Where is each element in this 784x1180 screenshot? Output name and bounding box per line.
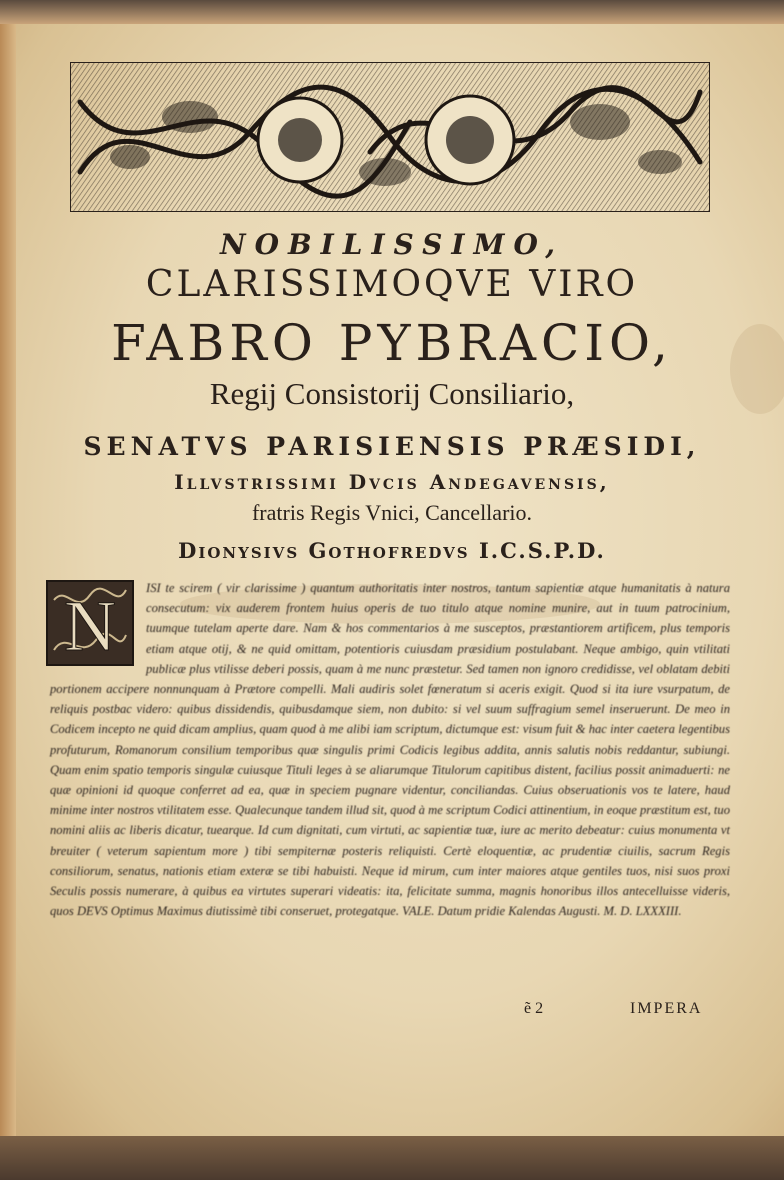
dedication-line-clarissimoque: CLARISSIMOQVE VIRO	[145, 264, 639, 305]
dedication-duke-line: Illvstrissimi Dvcis Andegavensis,	[174, 470, 610, 494]
dedication-body-text: ISI te scirem ( vir clarissime ) quantum authoritatis inter nostros, tantum sapientiæ atque humanitatis à natura consecutum: vix auderem frontem huius operis de tuo titulo atque nomine munire, aut in tuum patrocinium, tuumque tutelam aperte dare. Nam & hos commentarios à me susceptos, præstantiorem artificem, plus temporis etiam atque otij, & ne quid omittam, potentioris cuiusdam præsidium postulabant. Neque ambigo, quin vtilitati publicæ plus vtilisse deberi possis, quam à me nunc præstetur. Sed tamen non ignoro credidisse, vel oblatam debiti portionem accipere nonnunquam à Prætore compelli. Mali audiris solet fœneratum si aceris exigit. Quod si ita iure vsurpatum, de reliquis postbac videro: quibus dissidendis, quibusdamque siem, non dubito: si vel suum suffragium semel inseruerunt. De meo in Codicem incepto ne quid dicam amplius, quam quod à me alibi iam scriptum, dictumque est: visum fuit & hac inter caetera legentibus profuturum, Romanorum consilium temporibus quæ singulis primi Codicis legibus addita, annis salutis nobis reddantur, subiungi. Quam enim spatio temporis singulæ cuiusque Tituli leges à se aliarumque Titulorum capitibus distent, facilius possit animaduerti: ne quæ opinioni id quoque conferret ad ea, quæ in speciem pugnare videntur, conciliandas. Cuius obseruationis vos te latere, haud minime inter nostros vtilitatem esse. Qualecunque tandem illud sit, quod à me scriptum Codici attinentium, in eoque præstitum est, tuo nomini aliis ac liberis dicatur, tuearque. Id cum dignitati, cum virtuti, ac sapientiæ tuæ, iure ac merito debeatur: cuius monumenta vt breuiter ( veterum sapientum more ) tibi sempiternæ posteris reliquisti. Certè eloquentiæ, ac prudentiæ ciuilis, sacrum Regis consiliorum, senatus, nationis etiam exteræ se tibi habuisti. Neque id mirum, cum inter maiores atque gentiles tuos, nisi suos proxi Seculis possis numerare, à quibus ea virtutes superari videatis: ita, felicitate summa, magnis honoribus illos antecelluisse videris, quos DEVS Optimus Maximus diutissimè tibi conseruet, protegatque. VALE. Datum pridie Kalendas Augusti. M. D. LXXXIII.	[50, 581, 730, 919]
dedication-recipient-name: FABRO PYBRACIO,	[111, 314, 673, 372]
page-top-edge	[0, 0, 784, 24]
dedication-chancellor-line: fratris Regis Vnici, Cancellario.	[251, 500, 533, 525]
page-spine-edge	[0, 24, 16, 1136]
dedication-line-nobilissimo: NOBILISSIMO,	[220, 228, 564, 261]
ornamental-headpiece	[70, 62, 710, 212]
dedication-senate-line: SENATVS PARISIENSIS PRÆSIDI,	[83, 432, 701, 461]
dedication-office-line: Regij Consistorij Consiliario,	[209, 376, 575, 411]
dedication-author-line: Dionysivs Gothofredvs I.C.S.P.D.	[178, 538, 606, 563]
svg-text:N: N	[64, 586, 116, 666]
catchword: IMPERA	[630, 1000, 703, 1017]
signature-mark: ẽ 2	[524, 1000, 544, 1017]
page-bottom-edge	[0, 1136, 784, 1180]
